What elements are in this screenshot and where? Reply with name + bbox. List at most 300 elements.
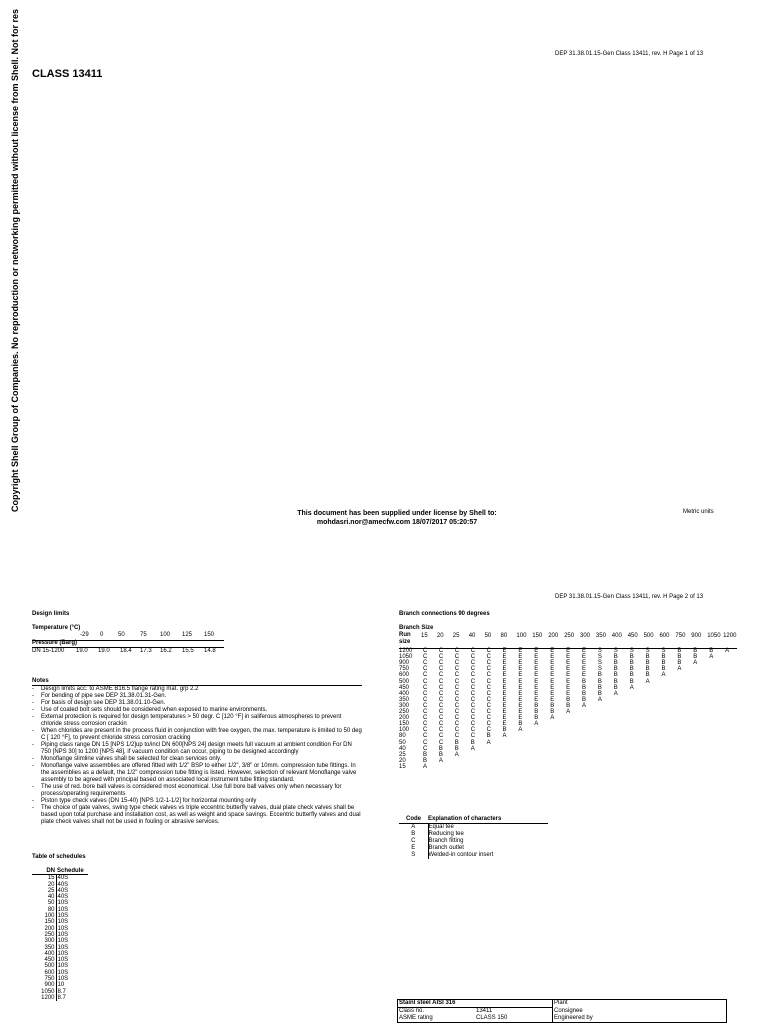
branch-code-cell: B (582, 690, 587, 697)
pressure-value: 14.8 (204, 648, 216, 654)
branch-code-cell: C (423, 733, 428, 740)
branch-code-cell: B (613, 660, 618, 667)
table-row (398, 1015, 727, 1023)
branch-code-cell: C (423, 696, 428, 703)
branch-code-cell: B (597, 678, 602, 685)
branch-code-cell: C (423, 672, 428, 679)
branch-code-cell: B (502, 727, 507, 734)
class-no-label: Class no. (399, 1008, 425, 1014)
schedules-table (32, 868, 88, 1001)
branch-code-cell: B (629, 660, 634, 667)
table-header (399, 816, 548, 824)
notes-title: Notes (32, 678, 49, 684)
branch-code-cell: A (645, 678, 650, 685)
branch-code-cell: E (502, 684, 507, 691)
branch-code-cell: E (518, 709, 523, 715)
branch-size-header-cell: 25 (452, 633, 460, 639)
branch-code-cell: C (486, 721, 491, 728)
branch-code-cell: C (454, 696, 460, 703)
note-text: The choice of gate valves, swing type check valves vs triple eccentric butterfly valves, dual plate check valves shall be based upon total purchase and installation cost, as well as weight and space savings. Eccentric butterfly valves and dual plate check valves shall not be used in fouling or abrasive services. (41, 805, 361, 825)
schedule-value-cell: 40S (57, 881, 69, 888)
branch-size-header-cell: 300 (580, 633, 591, 639)
branch-code-cell: E (566, 654, 571, 661)
branch-code-cell: C (423, 727, 428, 734)
schedule-value-cell: 10 (57, 982, 65, 989)
explanation-cell: Branch outlet (428, 845, 548, 852)
note-text: Piping class range DN 15 [NPS 1/2]up to/incl DN 600[NPS 24] design meets full vacuum at ambient condition For DN 750 [NPS 30] to 1200 [NPS 48], if vacuum condition can occur, piping to be designed accordingly (41, 742, 352, 755)
branch-code-cell: A (582, 702, 587, 709)
branch-code-cell: C (438, 684, 444, 691)
branch-code-cell: C (423, 666, 428, 673)
pressure-value: 17.3 (140, 648, 152, 654)
schedule-dn-cell: 40 (32, 894, 56, 900)
code-cell: B (411, 831, 416, 837)
branch-code-cell: E (518, 702, 523, 709)
table-row (32, 875, 88, 882)
branch-code-cell: B (582, 696, 587, 703)
branch-size-header-cell: 200 (548, 633, 559, 639)
schedule-dn-cell: 100 (32, 913, 56, 919)
branch-code-cell: C (438, 666, 444, 673)
branch-code-cell: C (423, 654, 428, 661)
branch-code-cell: B (661, 660, 666, 667)
branch-code-cell: E (502, 660, 507, 667)
note-text: Piston type check valves (DN 15-40) [NPS 1/2-1-1/2] for horizontal mounting only (41, 798, 257, 804)
temp-value: 125 (182, 632, 193, 638)
branch-code-cell: C (423, 721, 428, 728)
schedule-dn-cell: 200 (32, 926, 56, 932)
branch-code-cell: B (550, 709, 555, 715)
branch-size-header-cell: 400 (611, 633, 622, 639)
branch-code-cell: E (550, 654, 555, 661)
schedule-dn-cell: 25 (32, 888, 56, 894)
branch-size-label: Branch Size (399, 625, 434, 631)
branch-code-cell: E (518, 715, 523, 722)
branch-code-cell: E (566, 666, 571, 673)
run-size-cell: 40 (399, 745, 406, 752)
branch-code-cell: C (470, 721, 476, 728)
schedule-value-cell: 10S (57, 925, 69, 932)
branch-code-cell: E (582, 660, 587, 667)
note-item: - Use of coated bolt sets should be considered when exposed to marine environments. (32, 707, 268, 713)
branch-code-cell: C (470, 727, 476, 734)
branch-code-cell: E (518, 696, 523, 703)
explanation-cell: Reducing tee (428, 831, 548, 838)
branch-code-cell: E (502, 648, 507, 654)
branch-code-cell: C (486, 672, 491, 679)
branch-code-cell: B (645, 672, 650, 679)
temp-value: 150 (204, 632, 215, 638)
schedule-value-cell: 10S (57, 931, 69, 938)
table-row (399, 824, 548, 832)
run-size-cell: 250 (399, 709, 410, 715)
table-row (398, 1000, 727, 1008)
branch-code-cell: C (438, 702, 444, 709)
branch-code-cell: E (582, 654, 587, 661)
branch-code-cell: B (613, 666, 618, 673)
branch-code-cell: E (566, 648, 571, 654)
branch-code-cell: B (597, 690, 602, 697)
code-cell: C (411, 838, 416, 844)
page2-header: DEP 31.38.01.15-Gen Class 13411, rev. H Page 2 of 13 (555, 594, 704, 600)
temp-value: 50 (118, 632, 125, 638)
branch-code-cell: B (550, 702, 555, 709)
schedule-dn-cell: 350 (32, 945, 56, 951)
pressure-label: Pressure (Barg) (32, 640, 78, 646)
branch-code-cell: C (423, 739, 428, 746)
branch-code-cell: B (677, 660, 682, 667)
branch-code-cell: C (470, 733, 476, 740)
branch-size-header-cell: 600 (659, 633, 670, 639)
pressure-value: 16.2 (160, 648, 172, 654)
schedule-value-cell: 10S (57, 976, 69, 983)
page1-title: CLASS 13411 (32, 68, 103, 80)
schedule-dn-cell: 1200 (32, 995, 56, 1001)
schedule-value-cell: 10S (57, 963, 69, 970)
branch-code-cell: B (534, 702, 539, 709)
branch-code-cell: C (438, 648, 444, 654)
run-size-cell: 500 (399, 678, 410, 685)
branch-code-cell: C (454, 648, 460, 654)
run-size-cell: 400 (399, 690, 410, 697)
table-row (398, 1008, 727, 1016)
note-item: - The choice of gate valves, swing type check valves vs triple eccentric butterfly valves, dual plate check valves shall be based upon total purchase and installation cost, as well as weight and space savings. Eccentric butterfly valves and dual plate check valves shall not be used in fouling or abrasive services. (32, 805, 361, 825)
schedule-dn-cell: 250 (32, 932, 56, 938)
schedule-value-cell: 10S (57, 938, 69, 945)
branch-code-cell: C (470, 660, 476, 667)
branch-code-cell: C (470, 648, 476, 654)
branch-size-header-cell: 250 (564, 633, 575, 639)
branch-code-cell: B (613, 672, 618, 679)
note-text: For bending of pipe see DEP 31.38.01.31-Gen. (41, 693, 167, 699)
branch-code-cell: C (470, 654, 476, 661)
branch-code-cell: E (502, 672, 507, 679)
branch-code-cell: A (502, 733, 507, 740)
schedule-dn-cell: 15 (32, 875, 56, 882)
branch-code-cell: C (454, 733, 460, 740)
branch-code-cell: S (629, 648, 634, 654)
run-size-cell: 150 (399, 721, 410, 728)
branch-code-cell: C (486, 727, 491, 734)
branch-code-cell: B (597, 672, 602, 679)
branch-code-cell: B (566, 702, 571, 709)
code-cell: S (411, 852, 416, 858)
branch-code-cell: C (470, 696, 476, 703)
branch-code-cell: E (518, 660, 523, 667)
explanation-cell: Equal tee (428, 824, 548, 832)
branch-size-header-cell: 750 (675, 633, 686, 639)
table-row (399, 838, 548, 845)
branch-code-cell: C (470, 684, 476, 691)
branch-code-cell: C (454, 715, 460, 722)
run-size-cell: 300 (399, 702, 410, 709)
branch-code-cell: C (423, 709, 428, 715)
temp-value: 75 (140, 632, 147, 638)
branch-code-cell: B (454, 745, 459, 752)
run-size-cell: 80 (399, 733, 406, 740)
branch-code-cell: B (645, 654, 650, 661)
branch-code-cell: E (534, 660, 539, 667)
run-size-cell: 600 (399, 672, 410, 679)
branch-size-header-cell: 80 (500, 633, 508, 639)
dn-range-label: DN 15-1200 (32, 648, 65, 654)
schedule-value-cell: 40S (57, 875, 69, 882)
branch-code-cell: A (613, 690, 618, 697)
branch-code-cell: S (645, 648, 650, 654)
schedule-value-cell: 10S (57, 944, 69, 951)
branch-code-cell: B (438, 745, 443, 752)
branch-code-cell: S (597, 654, 602, 661)
branch-code-cell: B (518, 721, 523, 728)
schedule-dn-cell: 50 (32, 900, 56, 906)
explanation-cell: Welded-in contour insert (428, 852, 548, 859)
branch-code-cell: S (661, 648, 666, 654)
branch-code-cell: E (518, 654, 523, 661)
branch-code-cell: B (454, 739, 459, 746)
col-schedule: Schedule (56, 868, 88, 875)
branch-code-cell: E (502, 666, 507, 673)
branch-code-cell: C (423, 745, 428, 752)
note-item: - External protection is required for design temperatures > 50 degr. C [120 °F] in saliferous atmospheres to prevent chloride stress corrosion crackin (32, 714, 362, 728)
schedule-value-cell: 10S (57, 906, 69, 913)
branch-code-cell: A (693, 660, 698, 667)
schedule-value-cell: 10S (57, 957, 69, 964)
branch-code-cell: E (566, 678, 571, 685)
run-size-cell: 350 (399, 696, 410, 703)
branch-size-header-cell: 1200 (723, 633, 737, 639)
branch-code-cell: A (566, 709, 571, 715)
col-code: Code (399, 816, 428, 824)
branch-code-cell: E (534, 684, 539, 691)
run-size-cell: 750 (399, 666, 410, 673)
note-item: - Piston type check valves (DN 15-40) [NPS 1/2-1-1/2] for horizontal mounting only (32, 798, 257, 804)
run-size-cell: 15 (399, 763, 406, 770)
branch-code-cell: C (438, 739, 444, 746)
schedule-dn-cell: 900 (32, 982, 56, 988)
schedule-value-cell: 10S (57, 900, 69, 907)
branch-code-cell: A (550, 715, 555, 722)
branch-code-cell: A (534, 721, 539, 728)
note-text: External protection is required for design temperatures > 50 degr. C [120 °F] in saliferous atmospheres to prevent chloride stress corrosion crackin (41, 714, 342, 727)
branch-size-header-cell: 900 (691, 633, 702, 639)
note-text: Monoflange slimline valves shall be selected for clean services only. (41, 756, 222, 762)
branch-code-cell: C (438, 678, 444, 685)
branch-code-cell: B (438, 751, 443, 758)
branch-size-header-cell: 350 (595, 633, 606, 639)
branch-code-cell: E (502, 696, 507, 703)
consignee-label: Consignee (553, 1008, 727, 1016)
branch-code-cell: C (454, 690, 460, 697)
explanation-cell: Branch fitting (428, 838, 548, 845)
branch-code-cell: S (613, 648, 618, 654)
branch-code-cell: C (470, 702, 476, 709)
branch-size-header-cell: 500 (643, 633, 654, 639)
notes-list (32, 686, 362, 826)
branch-code-cell: C (486, 678, 491, 685)
branch-code-cell: A (486, 739, 491, 746)
branch-code-cell: B (423, 751, 428, 758)
branch-size-header-cell: 1050 (707, 633, 721, 639)
table-row (399, 845, 548, 852)
branch-code-cell: E (582, 672, 587, 679)
branch-code-cell: E (550, 666, 555, 673)
code-cell: A (411, 824, 416, 830)
branch-code-cell: E (502, 702, 507, 709)
branch-code-cell: B (423, 757, 428, 764)
branch-code-cell: C (454, 660, 460, 667)
material-label: Stainl steel AISI 316 (398, 1000, 476, 1008)
branch-code-cell: C (486, 715, 491, 722)
branch-code-cell: B (677, 654, 682, 661)
branch-code-cell: C (470, 715, 476, 722)
run-size-cell: 1050 (399, 654, 413, 661)
branch-size-header-cell: 150 (532, 633, 543, 639)
run-size-cell: 900 (399, 660, 410, 667)
info-box (397, 999, 727, 1023)
note-text: When chlorides are present in the process fluid in conjunction with free oxygen, the max. temperature is limited to 50 deg C [ 120 °F], to prevent chloride stress corrosion cracking (41, 728, 362, 741)
schedule-value-cell: 10S (57, 950, 69, 957)
temp-value: -29 (80, 632, 89, 638)
branch-size-header-cell: 20 (436, 633, 444, 639)
note-item: - The use of red. bore ball valves is considered most economical. Use full bore ball valves only when necessary for process/operating requirements (32, 784, 362, 798)
branch-code-cell: E (502, 721, 507, 728)
note-item: - Design limits acc. to ASME B16.5 flange rating mat. grp 2.2 (32, 686, 199, 692)
branch-code-cell: A (677, 666, 682, 673)
branch-code-cell: C (438, 727, 444, 734)
branch-code-cell: E (566, 690, 571, 697)
table-row (399, 852, 548, 859)
license-notice (282, 509, 512, 527)
pressure-value: 19.0 (98, 648, 110, 654)
branch-code-cell: B (645, 666, 650, 673)
branch-code-cell: A (518, 727, 523, 734)
branch-code-cell: C (438, 672, 444, 679)
branch-code-cell: B (534, 715, 539, 722)
note-text: The use of red. bore ball valves is considered most economical. Use full bore ball valves only when necessary for process/operating requirements (41, 784, 342, 797)
branch-code-cell: C (438, 715, 444, 722)
branch-code-cell: C (423, 702, 428, 709)
class-no-value: 13411 (476, 1008, 493, 1014)
branch-code-cell: C (438, 660, 444, 667)
branch-code-cell: B (677, 648, 682, 654)
branch-code-cell: B (470, 739, 475, 746)
branch-code-cell: C (423, 648, 428, 654)
plant-label: Plant (553, 1000, 727, 1008)
branch-code-cell: C (486, 709, 491, 715)
branch-code-cell: B (693, 654, 698, 661)
schedules-title: Table of schedules (32, 854, 86, 860)
engineered-by-label: Engineered by (553, 1015, 727, 1023)
table-row (32, 995, 88, 1001)
table-row (399, 831, 548, 838)
branch-size-header-cell: 450 (627, 633, 638, 639)
branch-size-header-cell: 15 (421, 633, 428, 639)
branch-code-cell: E (534, 696, 539, 703)
note-text: Use of coated bolt sets should be considered when exposed to marine environments. (41, 707, 268, 713)
note-item: - When chlorides are present in the process fluid in conjunction with free oxygen, the max. temperature is limited to 50 deg C [ 120 °F], to prevent chloride stress corrosion cracking (32, 728, 362, 741)
branch-code-cell: B (629, 654, 634, 661)
branch-code-cell: A (438, 757, 443, 764)
branch-code-cell: E (502, 678, 507, 685)
note-text: For basis of design see DEP 31.38.01.10-Gen. (41, 700, 166, 706)
branch-code-cell: A (661, 672, 666, 679)
branch-code-cell: C (454, 678, 460, 685)
branch-title: Branch connections 90 degrees (399, 611, 490, 617)
branch-code-cell: B (582, 684, 587, 691)
branch-code-cell: C (438, 696, 444, 703)
branch-code-cell: A (725, 648, 730, 654)
size-label: size (399, 639, 411, 645)
branch-code-cell: C (470, 690, 476, 697)
branch-code-cell: C (486, 696, 491, 703)
schedule-value-cell: 8.7 (57, 988, 66, 995)
branch-size-header-cell: 100 (516, 633, 527, 639)
branch-code-cell: E (582, 648, 587, 654)
branch-code-cell: E (566, 660, 571, 667)
branch-code-cell: C (486, 702, 491, 709)
schedule-dn-cell: 450 (32, 957, 56, 963)
branch-code-cell: E (534, 654, 539, 661)
branch-code-cell: E (518, 648, 523, 654)
branch-code-cell: E (534, 678, 539, 685)
schedule-dn-cell: 400 (32, 951, 56, 957)
temp-value: 0 (100, 632, 104, 638)
branch-code-cell: C (454, 721, 460, 728)
note-item: - For bending of pipe see DEP 31.38.01.31-Gen. (32, 693, 167, 699)
branch-code-cell: E (534, 666, 539, 673)
schedule-value-cell: 40S (57, 894, 69, 901)
branch-code-cell: E (582, 666, 587, 673)
schedule-value-cell: 8.7 (57, 994, 66, 1001)
branch-code-cell: C (454, 702, 460, 709)
schedule-dn-cell: 20 (32, 882, 56, 888)
branch-code-cell: A (709, 654, 714, 661)
branch-code-cell: B (534, 709, 539, 715)
branch-code-cell: A (597, 696, 602, 703)
branch-code-cell: C (486, 690, 491, 697)
copyright-sidebar: Copyright Shell Group of Companies. No reproduction or networking permitted without license from Shell. Not for res (10, 8, 20, 512)
schedule-dn-cell: 500 (32, 963, 56, 969)
branch-code-cell: E (550, 690, 555, 697)
branch-code-cell: B (629, 672, 634, 679)
branch-code-cell: C (423, 690, 428, 697)
branch-code-cell: C (438, 654, 444, 661)
branch-code-cell: E (550, 648, 555, 654)
branch-code-cell: C (470, 709, 476, 715)
branch-size-header (421, 633, 751, 641)
run-size-cell: 1200 (399, 648, 413, 654)
branch-code-cell: C (486, 666, 491, 673)
temperature-label: Temperature (°C) (32, 625, 81, 631)
branch-code-cell: B (613, 654, 618, 661)
branch-code-cell: B (693, 648, 698, 654)
branch-code-cell: C (423, 684, 428, 691)
branch-code-cell: C (486, 684, 491, 691)
col-explanation: Explanation of characters (428, 816, 548, 824)
asme-value: CLASS 150 (476, 1015, 508, 1021)
run-size-cell: 200 (399, 715, 410, 722)
branch-code-cell: C (438, 690, 444, 697)
schedule-dn-cell: 150 (32, 919, 56, 925)
branch-code-cell: E (566, 684, 571, 691)
branch-code-cell: E (518, 684, 523, 691)
branch-code-cell: B (613, 678, 618, 685)
schedule-dn-cell: 80 (32, 907, 56, 913)
branch-code-cell: A (454, 751, 459, 758)
branch-code-cell: C (454, 684, 460, 691)
branch-code-cell: C (438, 709, 444, 715)
branch-code-cell: S (597, 648, 602, 654)
